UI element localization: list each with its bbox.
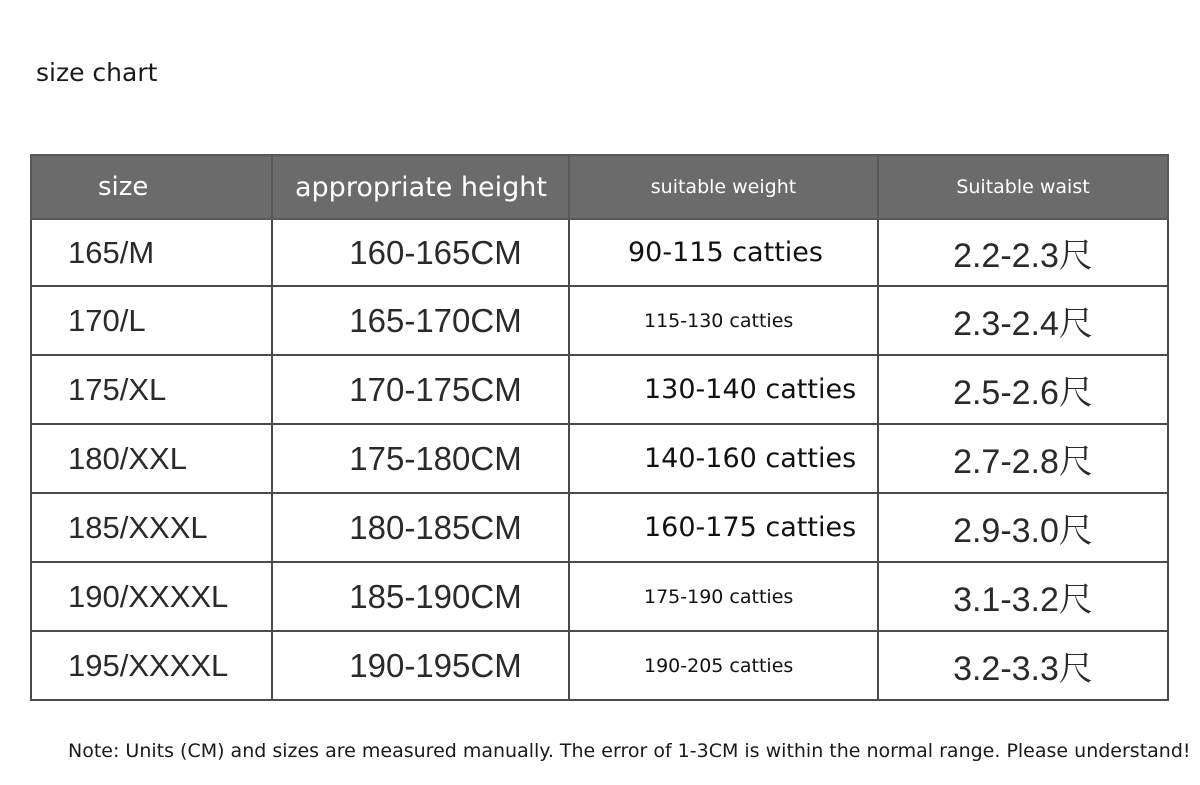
- table-row: [31, 562, 1168, 631]
- cell-size: 170/L: [31, 286, 272, 355]
- column-header-waist: Suitable waist: [878, 155, 1168, 219]
- cell-weight: 190-205 catties: [569, 631, 878, 700]
- cell-height: 170-175CM: [272, 355, 569, 424]
- cell-height: 190-195CM: [272, 631, 569, 700]
- cell-height: 185-190CM: [272, 562, 569, 631]
- cell-waist: 2.2-2.3尺: [878, 219, 1168, 286]
- cell-size: 165/M: [31, 219, 272, 286]
- table-row: [31, 219, 1168, 286]
- cell-waist: 2.3-2.4尺: [878, 286, 1168, 355]
- measurement-note: Note: Units (CM) and sizes are measured manually. The error of 1-3CM is within the normal range. Please understand!: [68, 740, 1191, 762]
- cell-size: 190/XXXXL: [31, 562, 272, 631]
- cell-height: 160-165CM: [272, 219, 569, 286]
- cell-height: 175-180CM: [272, 424, 569, 493]
- cell-waist: 2.5-2.6尺: [878, 355, 1168, 424]
- table-row: [31, 493, 1168, 562]
- page-title: size chart: [36, 58, 158, 87]
- cell-waist: 3.1-3.2尺: [878, 562, 1168, 631]
- cell-weight: 130-140 catties: [569, 355, 878, 424]
- cell-weight: 175-190 catties: [569, 562, 878, 631]
- table-row: [31, 355, 1168, 424]
- table-row: [31, 424, 1168, 493]
- cell-size: 195/XXXXL: [31, 631, 272, 700]
- table-row: [31, 631, 1168, 700]
- cell-weight: 90-115 catties: [569, 219, 878, 286]
- cell-waist: 2.7-2.8尺: [878, 424, 1168, 493]
- cell-weight: 160-175 catties: [569, 493, 878, 562]
- cell-weight: 140-160 catties: [569, 424, 878, 493]
- cell-waist: 3.2-3.3尺: [878, 631, 1168, 700]
- size-chart-table: [30, 154, 1169, 701]
- table-header-row: [31, 155, 1168, 219]
- cell-waist: 2.9-3.0尺: [878, 493, 1168, 562]
- cell-size: 175/XL: [31, 355, 272, 424]
- column-header-weight: suitable weight: [569, 155, 878, 219]
- cell-size: 185/XXXL: [31, 493, 272, 562]
- cell-weight: 115-130 catties: [569, 286, 878, 355]
- cell-size: 180/XXL: [31, 424, 272, 493]
- column-header-size: size: [31, 155, 272, 219]
- cell-height: 180-185CM: [272, 493, 569, 562]
- cell-height: 165-170CM: [272, 286, 569, 355]
- column-header-height: appropriate height: [272, 155, 569, 219]
- table-row: [31, 286, 1168, 355]
